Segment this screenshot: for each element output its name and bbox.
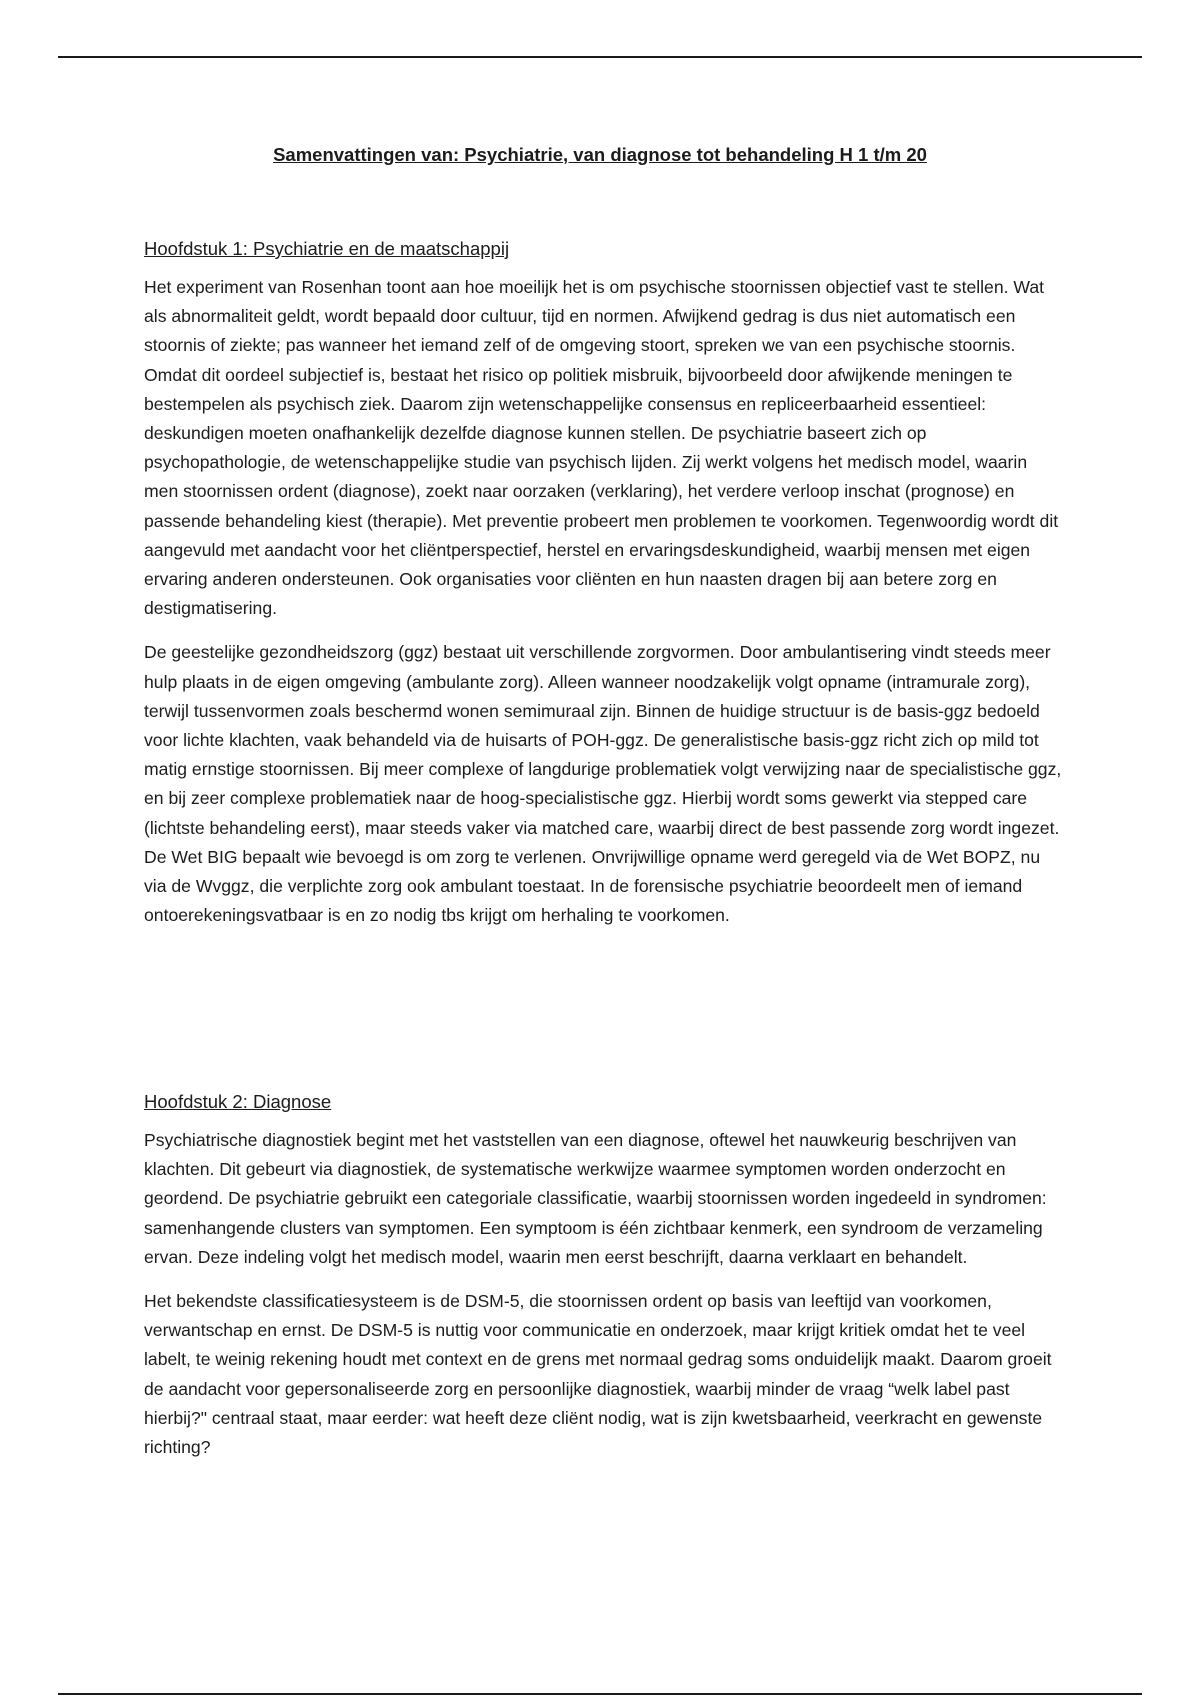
paragraph: Psychiatrische diagnostiek begint met het vaststellen van een diagnose, oftewel het nauwkeurig beschrijven van klachten. Dit gebeurt via diagnostiek, de systematische werkwijze waarmee symptomen worden onderzocht en geordend. De psychiatrie gebruikt een categoriale classificatie, waarbij stoornissen worden ingedeeld in syndromen: samenhangende clusters van symptomen. Een symptoom is één zichtbaar kenmerk, een syndroom de verzameling ervan. Deze indeling volgt het medisch model, waarin men eerst beschrijft, daarna verklaart en behandelt. (144, 1130, 1047, 1267)
paragraph: Het bekendste classificatiesysteem is de DSM-5, die stoornissen ordent op basis van leeftijd van voorkomen, verwantschap en ernst. De DSM-5 is nuttig voor communicatie en onderzoek, maar krijgt kritiek omdat het te veel labelt, te weinig rekening houdt met context en de grens met normaal gedrag soms onduidelijk maakt. Daarom groeit de aandacht voor gepersonaliseerde zorg en persoonlijke diagnostiek, waarbij minder de vraag “welk label past hierbij?" centraal staat, maar eerder: wat heeft deze cliënt nodig, wat is zijn kwetsbaarheid, veerkracht en gewenste richting? (144, 1291, 1052, 1458)
section-heading: Hoofdstuk 1: Psychiatrie en de maatschappij (144, 238, 510, 259)
document-title: Samenvattingen van: Psychiatrie, van diagnose tot behandeling H 1 t/m 20 (273, 144, 927, 165)
section-heading: Hoofdstuk 2: Diagnose (144, 1091, 332, 1112)
section-chapter-2 (144, 1087, 1064, 1477)
paragraph: Het experiment van Rosenhan toont aan hoe moeilijk het is om psychische stoornissen objectief vast te stellen. Wat als abnormaliteit geldt, wordt bepaald door cultuur, tijd en normen. Afwijkend gedrag is dus niet automatisch een stoornis of ziekte; pas wanneer het iemand zelf of de omgeving stoort, spreken we van een psychische stoornis. Omdat dit oordeel subjectief is, bestaat het risico op politiek misbruik, bijvoorbeeld door afwijkende meningen te bestempelen als psychisch ziek. Daarom zijn wetenschappelijke consensus en repliceerbaarheid essentieel: deskundigen moeten onafhankelijk dezelfde diagnose kunnen stellen. De psychiatrie baseert zich op psychopathologie, de wetenschappelijke studie van psychisch lijden. Zij werkt volgens het medisch model, waarin men stoornissen ordent (diagnose), zoekt naar oorzaken (verklaring), het verdere verloop inschat (prognose) en passende behandeling kiest (therapie). Met preventie probeert men problemen te voorkomen. Tegenwoordig wordt dit aangevuld met aandacht voor het cliëntperspectief, herstel en ervaringsdeskundigheid, waarbij mensen met eigen ervaring anderen ondersteunen. Ook organisaties voor cliënten en hun naasten dragen bij aan betere zorg en destigmatisering. (144, 277, 1059, 619)
section-chapter-1 (144, 234, 1064, 945)
paragraph: De geestelijke gezondheidszorg (ggz) bestaat uit verschillende zorgvormen. Door ambulantisering vindt steeds meer hulp plaats in de eigen omgeving (ambulante zorg). Alleen wanneer noodzakelijk volgt opname (intramurale zorg), terwijl tussenvormen zoals beschermd wonen semimuraal zijn. Binnen de huidige structuur is de basis-ggz bedoeld voor lichte klachten, vaak behandeld via de huisarts of POH-ggz. De generalistische basis-ggz richt zich op mild tot matig ernstige stoornissen. Bij meer complexe of langdurige problematiek volgt verwijzing naar de specialistische ggz, en bij zeer complexe problematiek naar de hoog-specialistische ggz. Hierbij wordt soms gewerkt via stepped care (lichtste behandeling eerst), maar steeds vaker via matched care, waarbij direct de best passende zorg wordt ingezet. De Wet BIG bepaalt wie bevoegd is om zorg te verlenen. Onvrijwillige opname werd geregeld via de Wet BOPZ, nu via de Wvggz, die verplichte zorg ook ambulant toestaat. In de forensische psychiatrie beoordeelt men of iemand ontoerekeningsvatbaar is en zo nodig tbs krijgt om herhaling te voorkomen. (144, 642, 1062, 926)
top-rule (58, 56, 1142, 58)
bottom-rule (58, 1693, 1142, 1695)
